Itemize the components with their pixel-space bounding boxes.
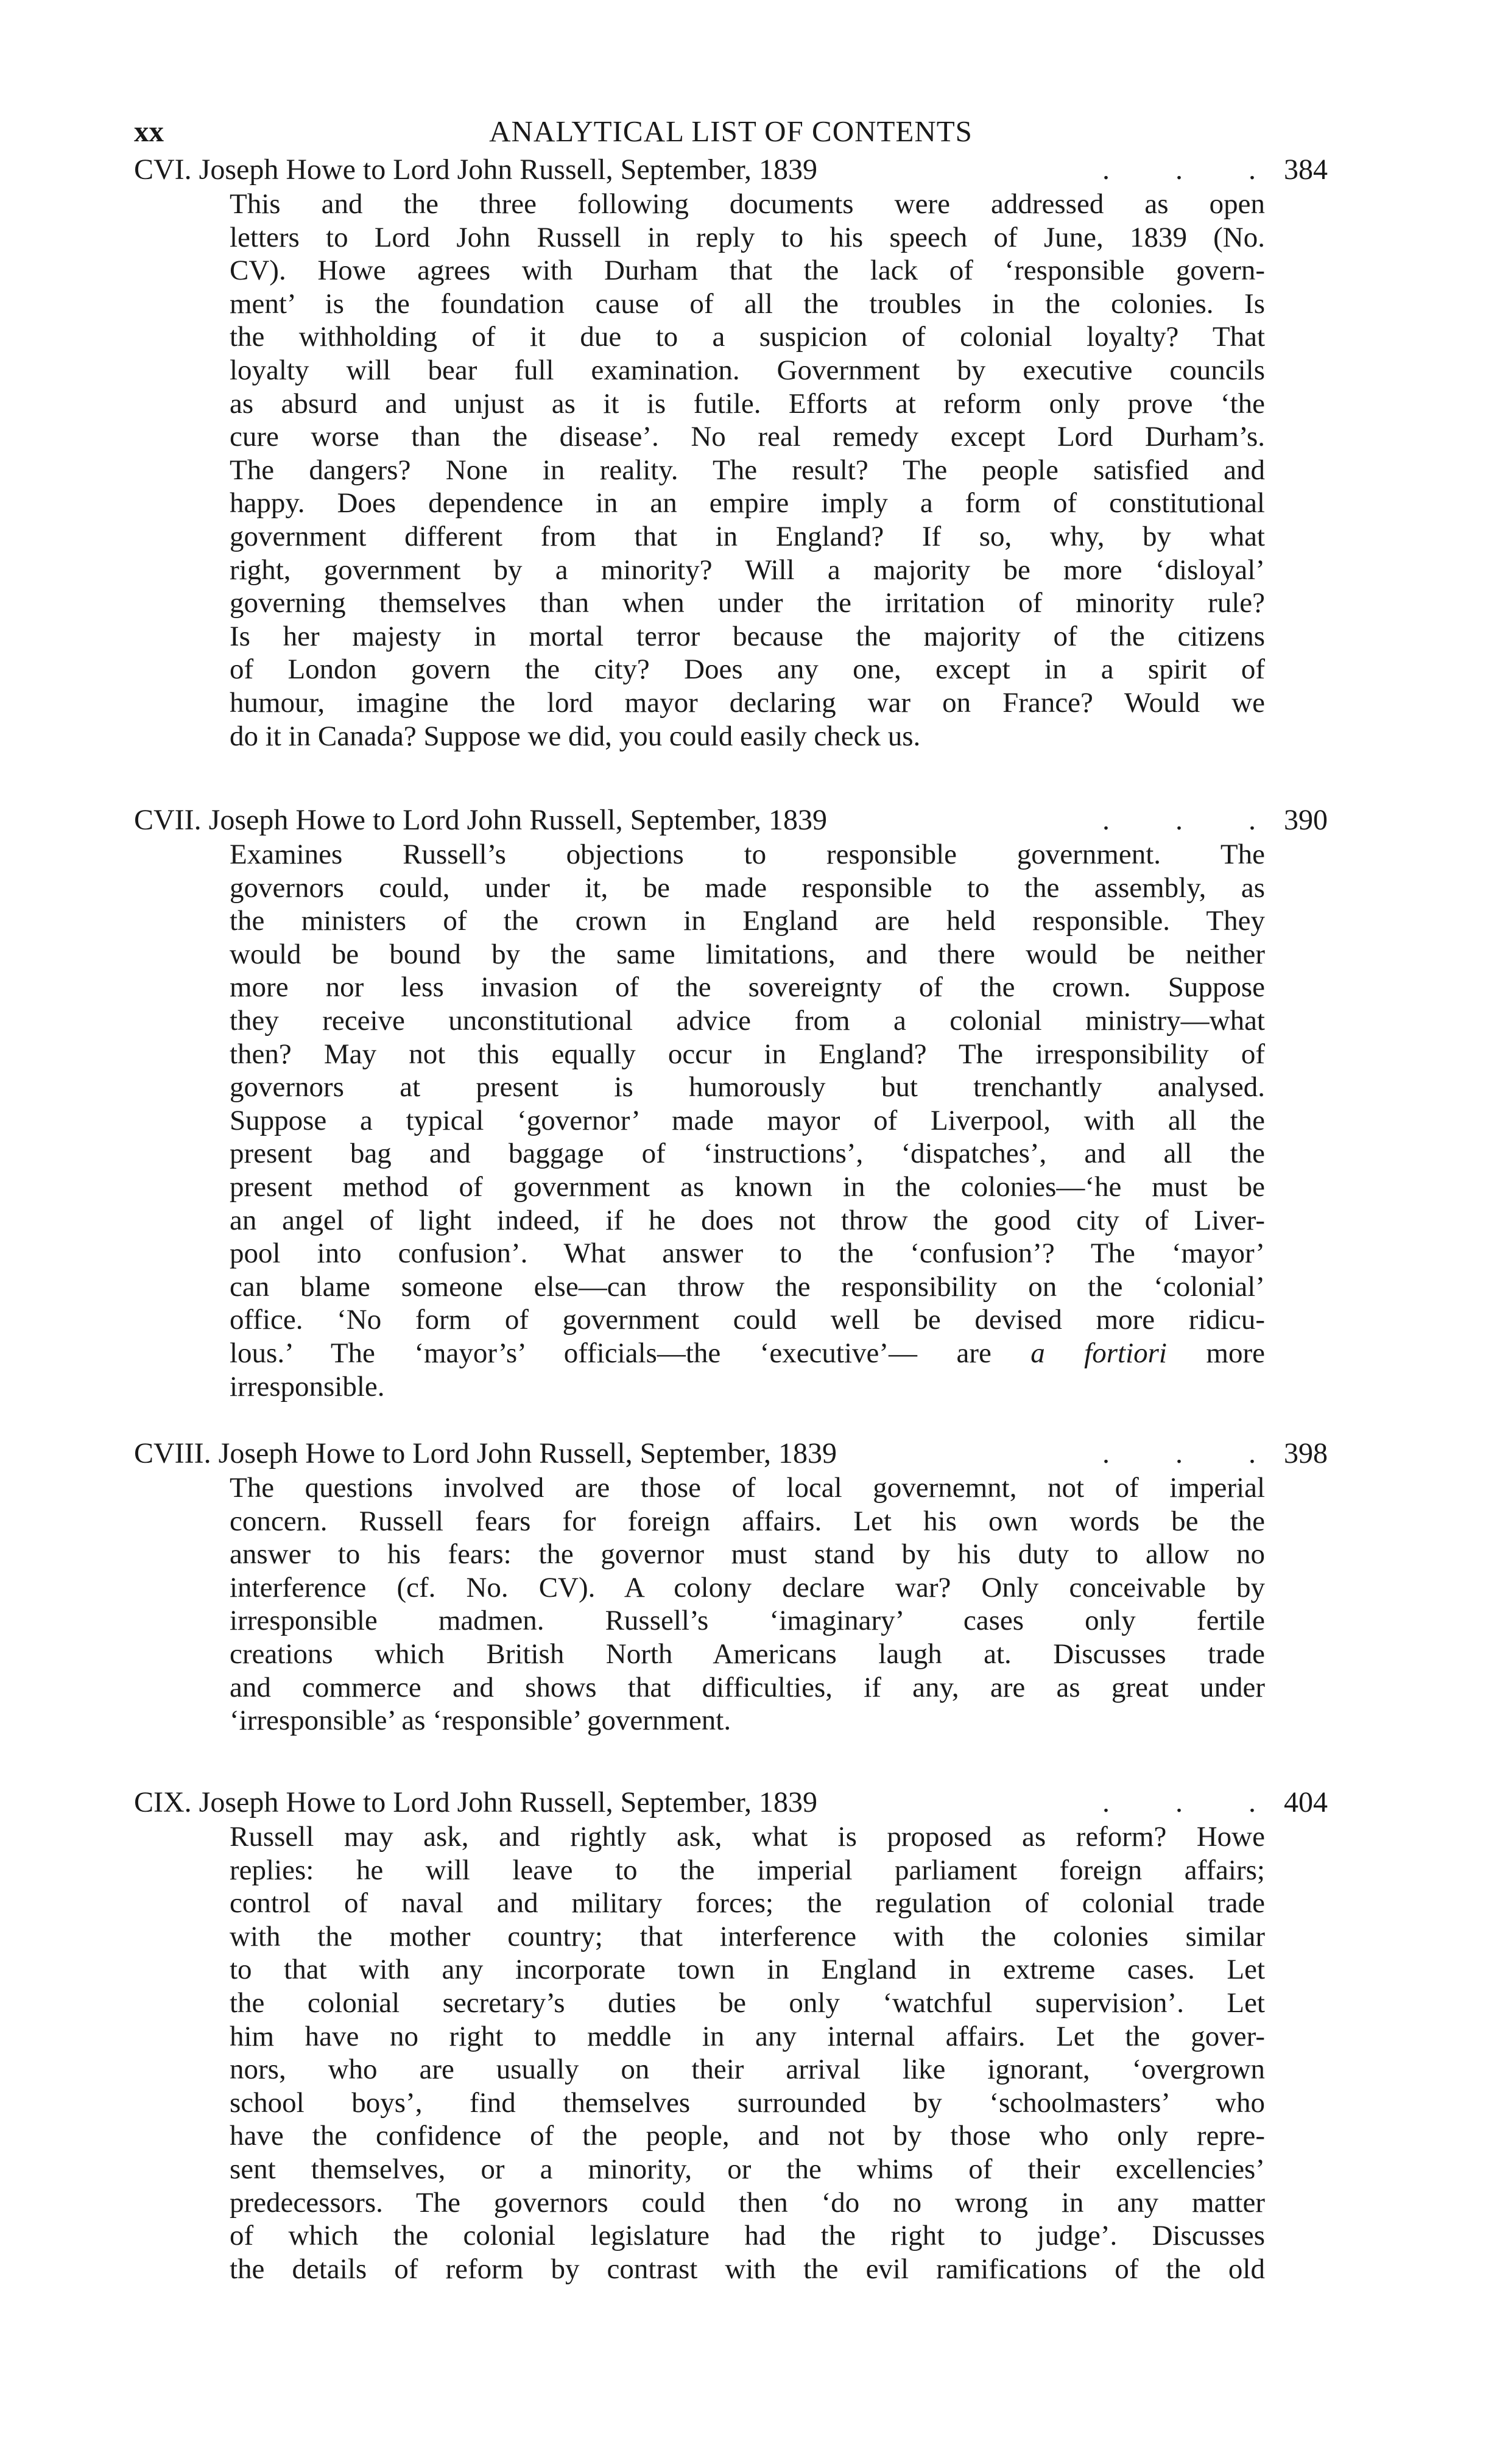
summary-line: the withholding of it due to a suspicion of colonial loyalty? That: [230, 321, 1265, 353]
entry-summary: [230, 1471, 1265, 1737]
summary-line: office. ‘No form of government could well be devised more ridicu-: [230, 1304, 1265, 1336]
summary-line: predecessors. The governors could then ‘do no wrong in any matter: [230, 2186, 1265, 2219]
running-head: [134, 113, 1328, 150]
summary-line: school boys’, find themselves surrounded by ‘schoolmasters’ who: [230, 2086, 1265, 2119]
summary-line: letters to Lord John Russell in reply to his speech of June, 1839 (No.: [230, 221, 1265, 253]
summary-line: governors at present is humorously but trenchantly analysed.: [230, 1071, 1265, 1104]
entry-heading: [134, 803, 1328, 838]
italic-phrase: a fortiori: [1030, 1337, 1167, 1369]
summary-line: him have no right to meddle in any internal affairs. Let the gover-: [230, 2020, 1265, 2052]
summary-line: then? May not this equally occur in England? The irresponsibility of: [230, 1038, 1265, 1070]
entry-summary: [230, 188, 1265, 753]
contents-entry: [134, 1436, 1328, 1737]
entry-title: Joseph Howe to Lord John Russell, September, 1839: [218, 1437, 837, 1470]
summary-line: have the confidence of the people, and not by those who only repre-: [230, 2120, 1265, 2152]
contents-entry: [134, 803, 1328, 1403]
summary-line: pool into confusion’. What answer to the ‘confusion’? The ‘mayor’: [230, 1237, 1265, 1270]
summary-line: of which the colonial legislature had the right to judge’. Discusses: [230, 2220, 1265, 2252]
entry-title: Joseph Howe to Lord John Russell, September, 1839: [208, 804, 827, 836]
summary-line: irresponsible.: [230, 1370, 385, 1403]
summary-line: ‘irresponsible’ as ‘responsible’ government.: [230, 1705, 731, 1737]
summary-line: an angel of light indeed, if he does not throw the good city of Liver-: [230, 1204, 1265, 1236]
summary-text: lous.’ The ‘mayor’s’ officials—the ‘executive’— are: [230, 1337, 1031, 1369]
summary-line: Examines Russell’s objections to responsible government. The: [230, 839, 1265, 870]
summary-line: governors could, under it, be made responsible to the assembly, as: [230, 871, 1265, 904]
entry-summary: [230, 1820, 1265, 2286]
summary-line: cure worse than the disease’. No real remedy except Lord Durham’s.: [230, 421, 1265, 453]
entry-summary: [230, 838, 1265, 1403]
summary-line: with the mother country; that interference with the colonies similar: [230, 1920, 1265, 1952]
summary-line: Suppose a typical ‘governor’ made mayor of Liverpool, with all the: [230, 1104, 1265, 1136]
dot-leaders: . . .: [1102, 1437, 1285, 1470]
entry-title: Joseph Howe to Lord John Russell, September, 1839: [199, 1786, 817, 1818]
summary-line: irresponsible madmen. Russell’s ‘imaginary’ cases only fertile: [230, 1605, 1265, 1637]
summary-line: Russell may ask, and rightly ask, what is proposed as reform? Howe: [230, 1821, 1265, 1853]
summary-line: ment’ is the foundation cause of all the troubles in the colonies. Is: [230, 287, 1265, 320]
entry-title: Joseph Howe to Lord John Russell, September, 1839: [199, 153, 817, 186]
summary-line: government different from that in England? If so, why, by what: [230, 520, 1265, 552]
summary-line: as absurd and unjust as it is futile. Efforts at reform only prove ‘the: [230, 387, 1265, 420]
dot-leaders: . . .: [1102, 804, 1285, 836]
summary-line: CV). Howe agrees with Durham that the lack of ‘responsible govern-: [230, 255, 1265, 287]
summary-line: the details of reform by contrast with the evil ramifications of the old: [230, 2253, 1265, 2285]
summary-line: and commerce and shows that difficulties, if any, are as great under: [230, 1671, 1265, 1703]
summary-line: present bag and baggage of ‘instructions’, ‘dispatches’, and all the: [230, 1138, 1265, 1170]
summary-line: more nor less invasion of the sovereignty of the crown. Suppose: [230, 971, 1265, 1004]
contents-entry: [134, 152, 1328, 753]
summary-line: do it in Canada? Suppose we did, you could easily check us.: [230, 720, 921, 752]
summary-line: of London govern the city? Does any one, except in a spirit of: [230, 653, 1265, 686]
entry-page-number: 384: [1284, 153, 1328, 186]
summary-line: present method of government as known in the colonies—‘he must be: [230, 1170, 1265, 1203]
summary-line: loyalty will bear full examination. Government by executive councils: [230, 354, 1265, 386]
summary-line: [230, 1337, 1265, 1370]
summary-line: This and the three following documents were addressed as open: [230, 188, 1265, 220]
entry-page-number: 404: [1284, 1786, 1328, 1818]
summary-line: right, government by a minority? Will a majority be more ‘disloyal’: [230, 554, 1265, 586]
dot-leaders: . . .: [1102, 1786, 1285, 1818]
entry-number: CVIII.: [134, 1437, 211, 1470]
summary-line: humour, imagine the lord mayor declaring war on France? Would we: [230, 686, 1265, 719]
summary-line: nors, who are usually on their arrival like ignorant, ‘overgrown: [230, 2054, 1265, 2086]
running-head-title: ANALYTICAL LIST OF CONTENTS: [489, 114, 973, 148]
summary-line: sent themselves, or a minority, or the whims of their excellencies’: [230, 2153, 1265, 2185]
summary-line: The questions involved are those of local governemnt, not of imperial: [230, 1472, 1265, 1504]
contents-entry: [134, 1785, 1328, 2286]
entry-number: CVII.: [134, 804, 202, 836]
summary-line: replies: he will leave to the imperial parliament foreign affairs;: [230, 1854, 1265, 1886]
summary-line: answer to his fears: the governor must stand by his duty to allow no: [230, 1538, 1265, 1571]
summary-line: interference (cf. No. CV). A colony declare war? Only conceivable by: [230, 1571, 1265, 1603]
summary-line: happy. Does dependence in an empire imply a form of constitutional: [230, 487, 1265, 519]
entry-heading: [134, 1785, 1328, 1820]
summary-line: can blame someone else—can throw the responsibility on the ‘colonial’: [230, 1270, 1265, 1303]
summary-line: concern. Russell fears for foreign affairs. Let his own words be the: [230, 1505, 1265, 1537]
summary-text: more: [1167, 1337, 1265, 1369]
entry-number: CIX.: [134, 1786, 192, 1818]
summary-line: Is her majesty in mortal terror because the majority of the citizens: [230, 620, 1265, 652]
summary-line: they receive unconstitutional advice from a colonial ministry—what: [230, 1004, 1265, 1037]
summary-line: creations which British North Americans laugh at. Discusses trade: [230, 1638, 1265, 1670]
entry-page-number: 398: [1284, 1437, 1328, 1470]
summary-line: the ministers of the crown in England are held responsible. They: [230, 905, 1265, 937]
summary-line: would be bound by the same limitations, and there would be neither: [230, 938, 1265, 970]
entry-page-number: 390: [1284, 804, 1328, 836]
summary-line: the colonial secretary’s duties be only ‘watchful supervision’. Let: [230, 1987, 1265, 2019]
page-folio: xx: [134, 114, 164, 148]
summary-line: The dangers? None in reality. The result? The people satisfied and: [230, 454, 1265, 486]
summary-line: governing themselves than when under the irritation of minority rule?: [230, 587, 1265, 619]
entry-number: CVI.: [134, 153, 192, 186]
dot-leaders: . . .: [1102, 153, 1285, 186]
summary-line: control of naval and military forces; the regulation of colonial trade: [230, 1887, 1265, 1920]
summary-line: to that with any incorporate town in England in extreme cases. Let: [230, 1954, 1265, 1986]
entry-heading: [134, 152, 1328, 188]
entry-heading: [134, 1436, 1328, 1471]
